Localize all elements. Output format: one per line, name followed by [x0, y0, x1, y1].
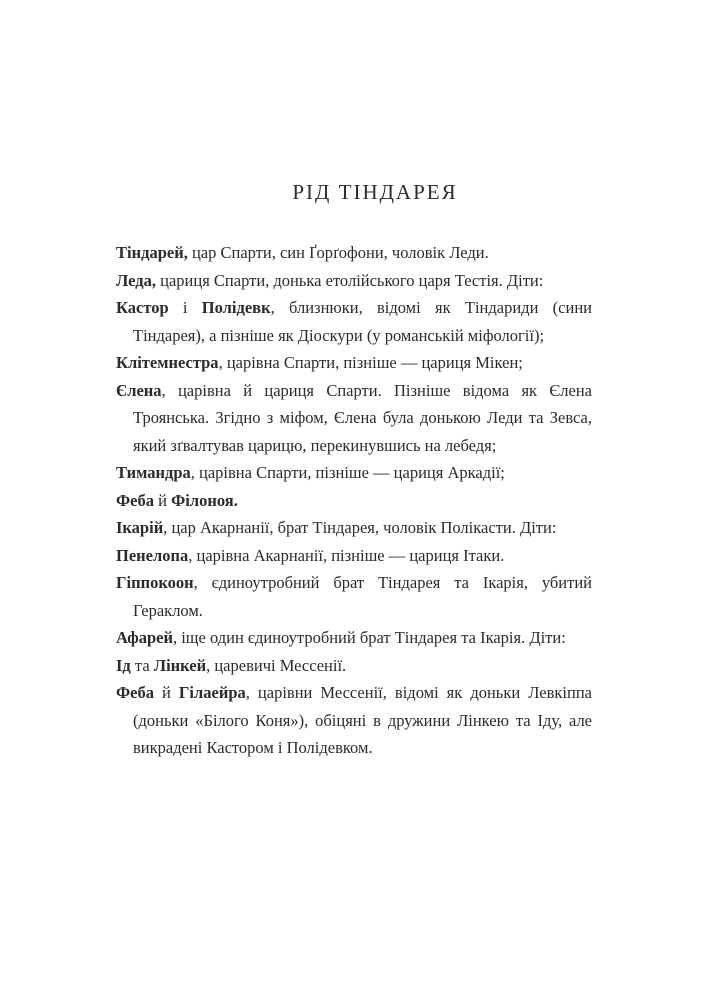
entry-name: Пенелопа: [116, 545, 189, 565]
entry-text: , царівна Спарти, пізніше — цариця Мікен;: [218, 353, 523, 372]
entry-name: Філоноя.: [171, 490, 238, 510]
entry-text: , єдиноутробний брат Тіндарея та Ікарія, убитий Гераклом.: [133, 573, 592, 620]
entry-name: Тіндарей,: [116, 243, 188, 262]
entry-hippocoon: [116, 569, 592, 624]
entry-text: цариця Спарти, донька етолійського царя Тестія. Діти:: [156, 270, 544, 290]
entry-connector: й: [154, 683, 179, 702]
entry-name: Лінкей: [153, 655, 207, 675]
entry-connector: і: [168, 298, 202, 317]
entry-name: Феба: [116, 683, 154, 702]
entry-text: , іще один єдиноутробний брат Тіндарея та Ікарія. Діти:: [172, 628, 566, 647]
entry-castor-polydeuces: [116, 294, 592, 349]
entry-penelope: [116, 542, 592, 570]
entry-clytemnestra: [116, 349, 592, 377]
entry-timandra: [116, 459, 592, 487]
entry-name: Ід: [116, 655, 131, 675]
entry-name: Ікарій: [116, 518, 164, 537]
entry-connector: й: [154, 490, 172, 510]
entry-name: Гілаейра: [178, 683, 246, 702]
entry-text: , царівна Акарнанії, пізніше — цариця Ітаки.: [188, 545, 505, 565]
entry-aphareus: [116, 624, 592, 652]
entry-tyndareus: [116, 239, 592, 267]
entry-text: , цар Акарнанії, брат Тіндарея, чоловік Полікасти. Діти:: [163, 518, 557, 537]
entry-text: , царевичі Мессенії.: [206, 655, 347, 675]
entry-name: Леда,: [116, 270, 157, 290]
entry-helen: [116, 377, 592, 460]
entry-name: Єлена: [116, 380, 162, 400]
entry-name: Кастор: [116, 298, 169, 317]
entry-name: Тимандра: [116, 463, 191, 482]
entry-icarius: [116, 514, 592, 542]
entry-name: Афарей: [116, 628, 173, 647]
entry-name: Феба: [116, 490, 154, 510]
entry-name: Гіппокоон: [116, 573, 194, 592]
entry-name: Клітемнестра: [116, 353, 219, 372]
entry-text: , царівна Спарти, пізніше — цариця Аркадії;: [190, 463, 505, 482]
entry-text: , царівна й цариця Спарти. Пізніше відома як Єлена Троянська. Згідно з міфом, Єлена була донькою Леди та Зевса, який зґвалтував царицю, перекинувшись на лебедя;: [133, 380, 592, 455]
entry-phoebe-philonoe: [116, 487, 592, 515]
entry-text: цар Спарти, син Ґорґофони, чоловік Леди.: [187, 243, 489, 262]
entry-phoebe-hilaeira: [116, 679, 592, 762]
entry-text: , близнюки, відомі як Тіндариди (сини Тіндарея), а пізніше як Діоскури (у романській міфології);: [133, 298, 592, 345]
page-content: [116, 180, 592, 762]
entry-idas-lynceus: [116, 652, 592, 680]
entry-leda: [116, 267, 592, 295]
page-title: РІД ТІНДАРЕЯ: [292, 180, 458, 204]
entry-text: , царівни Мессенії, відомі як доньки Левкіппа (доньки «Білого Коня»), обіцяні в дружини Лінкею та Іду, але викрадені Кастором і Полідевком.: [133, 683, 592, 757]
entry-connector: та: [130, 655, 154, 675]
entry-name: Полідевк: [201, 298, 271, 317]
